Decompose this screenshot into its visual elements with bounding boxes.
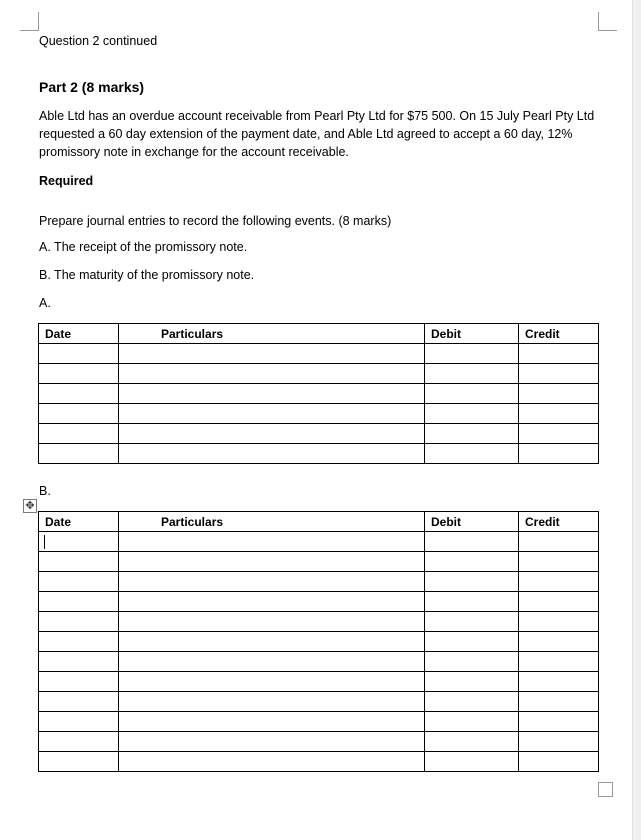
column-header-debit: Debit: [425, 324, 519, 344]
date-cell[interactable]: [39, 612, 119, 632]
credit-cell[interactable]: [519, 572, 599, 592]
document-header: Question 2 continued: [39, 34, 158, 48]
table-row: [39, 364, 599, 384]
date-cell[interactable]: [39, 752, 119, 772]
date-cell[interactable]: [39, 424, 119, 444]
date-cell[interactable]: [39, 532, 119, 552]
credit-cell[interactable]: [519, 652, 599, 672]
table-row: [39, 732, 599, 752]
item-a-text: A. The receipt of the promissory note.: [39, 240, 248, 254]
particulars-cell[interactable]: [119, 384, 425, 404]
required-heading: Required: [39, 174, 94, 188]
question-paragraph: Able Ltd has an overdue account receivable from Pearl Pty Ltd for $75 500. On 15 July Pearl Pty Ltd requested a 60 day extension of the payment date, and Able Ltd agreed to accept a 60 day, 12% promissory note in exchange for the account receivable.: [39, 109, 595, 159]
date-cell[interactable]: [39, 732, 119, 752]
credit-cell[interactable]: [519, 732, 599, 752]
particulars-cell[interactable]: [119, 752, 425, 772]
credit-cell[interactable]: [519, 424, 599, 444]
debit-cell[interactable]: [425, 532, 519, 552]
table-row: [39, 384, 599, 404]
date-cell[interactable]: [39, 692, 119, 712]
debit-cell[interactable]: [425, 404, 519, 424]
column-header-date: Date: [39, 324, 119, 344]
date-cell[interactable]: [39, 552, 119, 572]
debit-cell[interactable]: [425, 424, 519, 444]
particulars-cell[interactable]: [119, 712, 425, 732]
particulars-cell[interactable]: [119, 444, 425, 464]
date-cell[interactable]: [39, 712, 119, 732]
credit-cell[interactable]: [519, 752, 599, 772]
part-title: Part 2 (8 marks): [39, 79, 145, 95]
date-cell[interactable]: [39, 364, 119, 384]
particulars-cell[interactable]: [119, 572, 425, 592]
debit-cell[interactable]: [425, 632, 519, 652]
particulars-cell[interactable]: [119, 404, 425, 424]
debit-cell[interactable]: [425, 672, 519, 692]
table-row: [39, 344, 599, 364]
table-row: [39, 632, 599, 652]
particulars-cell[interactable]: [119, 692, 425, 712]
debit-cell[interactable]: [425, 384, 519, 404]
particulars-cell[interactable]: [119, 532, 425, 552]
date-cell[interactable]: [39, 592, 119, 612]
table-row: [39, 712, 599, 732]
credit-cell[interactable]: [519, 384, 599, 404]
particulars-cell[interactable]: [119, 632, 425, 652]
table-row: [39, 404, 599, 424]
date-cell[interactable]: [39, 632, 119, 652]
table-row: [39, 752, 599, 772]
date-cell[interactable]: [39, 652, 119, 672]
table-row: [39, 532, 599, 552]
instruction-text: Prepare journal entries to record the following events. (8 marks): [39, 214, 392, 228]
credit-cell[interactable]: [519, 532, 599, 552]
column-header-particulars: Particulars: [119, 324, 425, 344]
credit-cell[interactable]: [519, 404, 599, 424]
top-right-margin-marker: [598, 12, 617, 31]
table-row: [39, 572, 599, 592]
journal-table-b: [38, 511, 599, 772]
move-icon[interactable]: ✥: [23, 499, 37, 513]
table-row: [39, 592, 599, 612]
debit-cell[interactable]: [425, 552, 519, 572]
column-header-debit: Debit: [425, 512, 519, 532]
debit-cell[interactable]: [425, 712, 519, 732]
table-row: [39, 652, 599, 672]
column-header-credit: Credit: [519, 324, 599, 344]
particulars-cell[interactable]: [119, 592, 425, 612]
particulars-cell[interactable]: [119, 424, 425, 444]
credit-cell[interactable]: [519, 612, 599, 632]
date-cell[interactable]: [39, 672, 119, 692]
journal-table-a: [38, 323, 599, 464]
credit-cell[interactable]: [519, 632, 599, 652]
debit-cell[interactable]: [425, 364, 519, 384]
date-cell[interactable]: [39, 384, 119, 404]
table-header-row: [39, 512, 599, 532]
debit-cell[interactable]: [425, 572, 519, 592]
table-header-row: [39, 324, 599, 344]
table-row: [39, 424, 599, 444]
particulars-cell[interactable]: [119, 344, 425, 364]
particulars-cell[interactable]: [119, 672, 425, 692]
date-cell[interactable]: [39, 344, 119, 364]
table-b-label: B.: [39, 484, 51, 498]
debit-cell[interactable]: [425, 592, 519, 612]
credit-cell[interactable]: [519, 592, 599, 612]
table-a-label: A.: [39, 296, 51, 310]
debit-cell[interactable]: [425, 444, 519, 464]
debit-cell[interactable]: [425, 612, 519, 632]
table-row: [39, 612, 599, 632]
particulars-cell[interactable]: [119, 732, 425, 752]
column-header-date: Date: [39, 512, 119, 532]
table-resize-handle[interactable]: [598, 782, 613, 797]
debit-cell[interactable]: [425, 344, 519, 364]
column-header-credit: Credit: [519, 512, 599, 532]
debit-cell[interactable]: [425, 732, 519, 752]
credit-cell[interactable]: [519, 344, 599, 364]
credit-cell[interactable]: [519, 692, 599, 712]
text-cursor: [44, 535, 45, 549]
table-row: [39, 444, 599, 464]
table-row: [39, 672, 599, 692]
particulars-cell[interactable]: [119, 364, 425, 384]
top-left-margin-marker: [20, 12, 39, 31]
credit-cell[interactable]: [519, 672, 599, 692]
debit-cell[interactable]: [425, 692, 519, 712]
credit-cell[interactable]: [519, 444, 599, 464]
debit-cell[interactable]: [425, 752, 519, 772]
particulars-cell[interactable]: [119, 612, 425, 632]
column-header-particulars: Particulars: [119, 512, 425, 532]
particulars-cell[interactable]: [119, 552, 425, 572]
table-row: [39, 552, 599, 572]
table-row: [39, 692, 599, 712]
date-cell[interactable]: [39, 572, 119, 592]
vertical-scrollbar[interactable]: [632, 0, 641, 840]
debit-cell[interactable]: [425, 652, 519, 672]
credit-cell[interactable]: [519, 552, 599, 572]
credit-cell[interactable]: [519, 364, 599, 384]
item-b-text: B. The maturity of the promissory note.: [39, 268, 255, 282]
date-cell[interactable]: [39, 404, 119, 424]
date-cell[interactable]: [39, 444, 119, 464]
particulars-cell[interactable]: [119, 652, 425, 672]
credit-cell[interactable]: [519, 712, 599, 732]
